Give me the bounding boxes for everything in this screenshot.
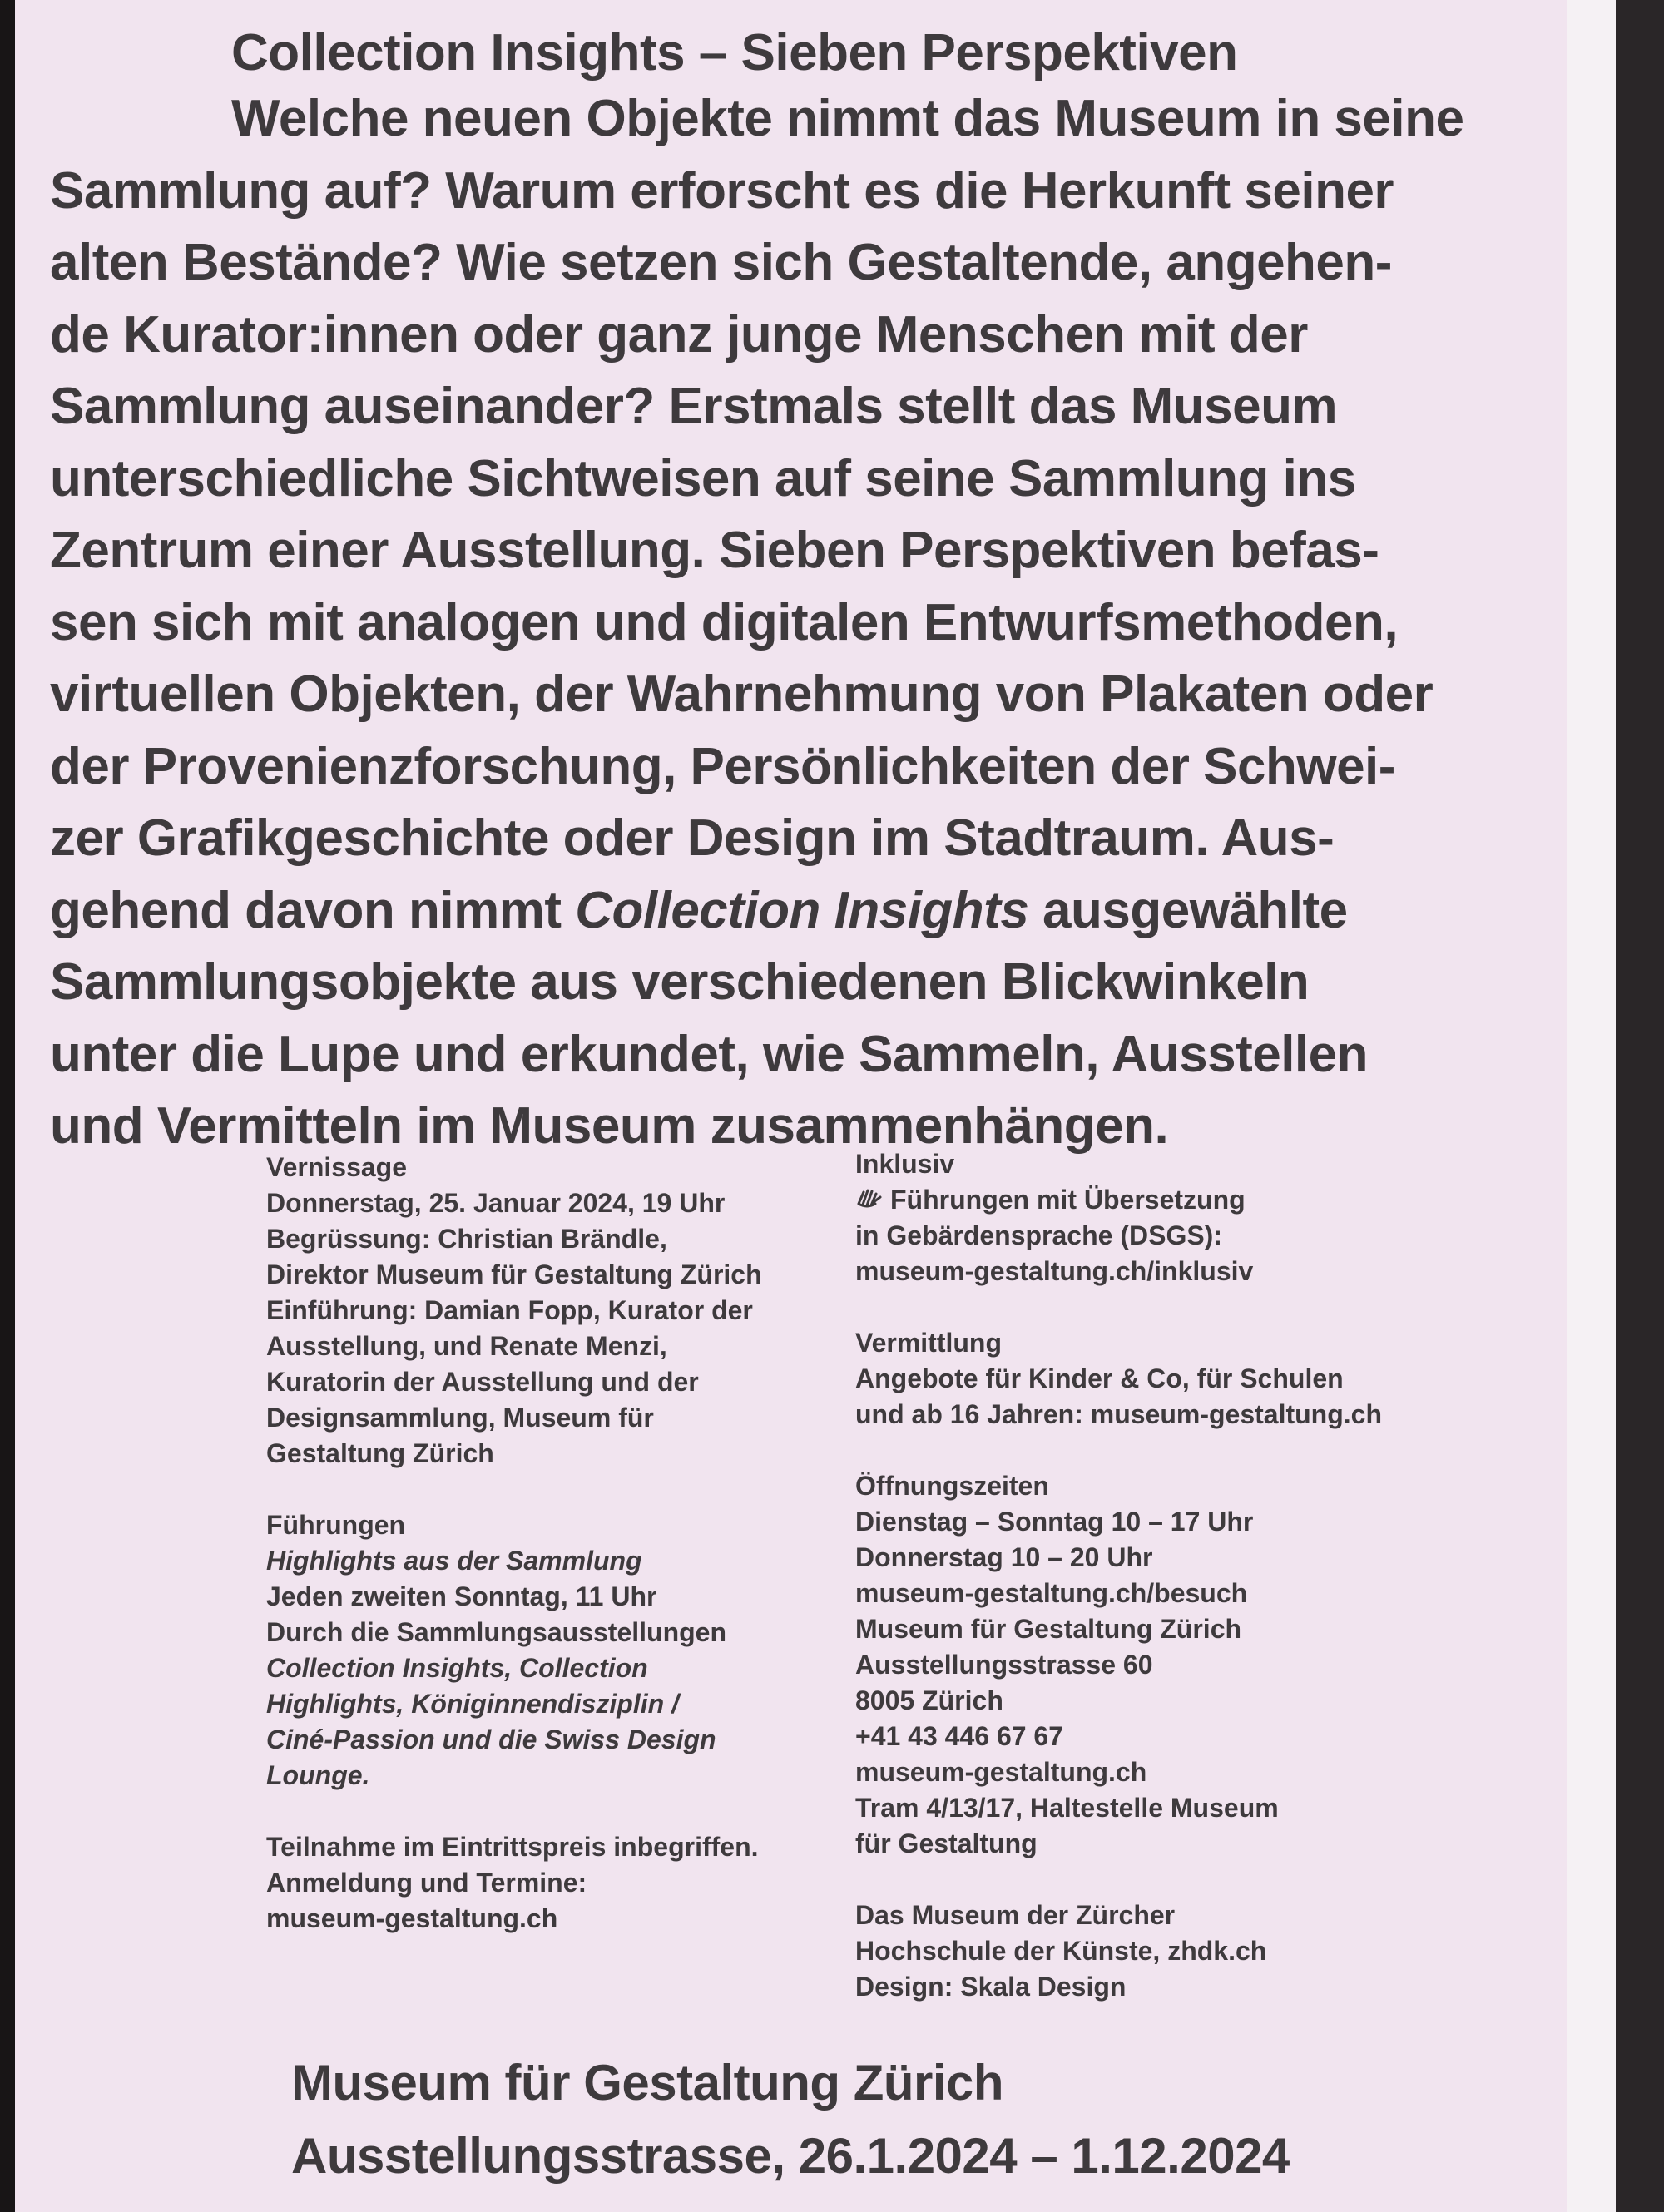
vernissage-section [266, 1150, 762, 1472]
fuehrungen-line: Highlights aus der Sammlung [266, 1546, 642, 1576]
vernissage-line: Donnerstag, 25. Januar 2024, 19 Uhr [266, 1188, 726, 1218]
info-column-right [855, 1146, 1382, 2041]
footer [291, 2046, 1290, 2193]
vernissage-line: Direktor Museum für Gestaltung Zürich [266, 1259, 762, 1289]
fuehrungen-line: Jeden zweiten Sonntag, 11 Uhr [266, 1581, 657, 1611]
fuehrungen-line: Highlights, Königinnendisziplin / [266, 1689, 679, 1719]
address-line: Museum für Gestaltung Zürich [855, 1614, 1242, 1644]
intro-line: der Provenienzforschung, Persönlichkeiten der Schwei- [50, 737, 1395, 795]
vermittlung-section [855, 1325, 1382, 1433]
vernissage-line: Begrüssung: Christian Brändle, [266, 1224, 667, 1254]
fuehrungen-line: Ciné-Passion und die Swiss Design [266, 1725, 716, 1754]
card-edge-right [1567, 0, 1616, 2212]
hours-line: Dienstag – Sonntag 10 – 17 Uhr [855, 1507, 1254, 1537]
intro-line: virtuellen Objekten, der Wahrnehmung von Plakaten oder [50, 666, 1434, 723]
intro-line: gehend davon nimmt Collection Insights ausgewählte [50, 881, 1348, 939]
intro-line: Zentrum einer Ausstellung. Sieben Perspektiven befas- [50, 522, 1379, 579]
fuehrungen-line: Collection Insights, Collection [266, 1653, 648, 1683]
inklusiv-line: in Gebärdensprache (DSGS): [855, 1220, 1222, 1250]
intro-line: unter die Lupe und erkundet, wie Sammeln, Ausstellen [50, 1025, 1369, 1083]
intro-line: Welche neuen Objekte nimmt das Museum in seine [231, 90, 1464, 147]
credits-line: Das Museum der Zürcher [855, 1900, 1176, 1930]
fuehrungen-section [266, 1507, 762, 1794]
flyer-card [15, 0, 1616, 2212]
inklusiv-section [855, 1146, 1382, 1289]
intro-line: Sammlung auseinander? Erstmals stellt das Museum [50, 378, 1338, 435]
intro-line: de Kurator:innen oder ganz junge Menschen mit der [50, 305, 1308, 364]
section-heading: Inklusiv [855, 1149, 955, 1179]
credits-line: Hochschule der Künste, zhdk.ch [855, 1936, 1267, 1966]
intro-paragraph [50, 83, 1606, 1163]
section-heading: Führungen [266, 1510, 406, 1540]
fuehrungen-line: Lounge. [266, 1760, 370, 1790]
teilnahme-line: Teilnahme im Eintrittspreis inbegriffen. [266, 1832, 759, 1862]
vernissage-line: Gestaltung Zürich [266, 1438, 494, 1468]
teilnahme-link: museum-gestaltung.ch [266, 1903, 558, 1933]
vermittlung-line: Angebote für Kinder & Co, für Schulen [855, 1363, 1344, 1393]
inklusiv-link: museum-gestaltung.ch/inklusiv [855, 1256, 1254, 1286]
vernissage-line: Ausstellung, und Renate Menzi, [266, 1331, 667, 1361]
footer-address-dates: Ausstellungsstrasse, 26.1.2024 – 1.12.2024 [291, 2128, 1290, 2184]
fuehrungen-line: Durch die Sammlungsausstellungen [266, 1617, 726, 1647]
footer-museum-name: Museum für Gestaltung Zürich [291, 2055, 1004, 2111]
intro-line: Sammlung auf? Warum erforscht es die Herkunft seiner [50, 161, 1394, 220]
section-heading: Vernissage [266, 1152, 407, 1182]
intro-line: Sammlungsobjekte aus verschiedenen Blickwinkeln [50, 953, 1310, 1011]
phone-line: +41 43 446 67 67 [855, 1721, 1064, 1751]
teilnahme-line: Anmeldung und Termine: [266, 1868, 587, 1898]
page-title: Collection Insights – Sieben Perspektiven [231, 24, 1238, 82]
info-column-left [266, 1150, 762, 1972]
background-edge-left [0, 0, 15, 2212]
intro-line: alten Bestände? Wie setzen sich Gestaltende, angehen- [50, 234, 1392, 291]
inklusiv-text: Führungen mit Übersetzung [890, 1185, 1246, 1215]
credits-line: Design: Skala Design [855, 1972, 1127, 2002]
transit-line: für Gestaltung [855, 1828, 1038, 1858]
hours-line: Donnerstag 10 – 20 Uhr [855, 1542, 1153, 1572]
vernissage-line: Einführung: Damian Fopp, Kurator der [266, 1295, 753, 1325]
inklusiv-line [855, 1182, 1382, 1218]
intro-line: unterschiedliche Sichtweisen auf seine Sammlung ins [50, 449, 1356, 507]
oeffnungszeiten-section [855, 1468, 1382, 1862]
section-heading: Vermittlung [855, 1328, 1003, 1358]
intro-line: und Vermitteln im Museum zusammenhängen. [50, 1097, 1169, 1155]
transit-line: Tram 4/13/17, Haltestelle Museum [855, 1793, 1279, 1823]
address-line: 8005 Zürich [855, 1685, 1003, 1715]
section-heading: Öffnungszeiten [855, 1471, 1049, 1501]
sign-language-hand-icon [855, 1182, 884, 1218]
credits-section [855, 1898, 1382, 2005]
intro-line: zer Grafikgeschichte oder Design im Stadtraum. Aus- [50, 809, 1335, 867]
teilnahme-section [266, 1829, 762, 1937]
intro-line: sen sich mit analogen und digitalen Entwurfsmethoden, [50, 593, 1399, 651]
website-link: museum-gestaltung.ch [855, 1757, 1147, 1787]
visit-link: museum-gestaltung.ch/besuch [855, 1578, 1248, 1608]
address-line: Ausstellungsstrasse 60 [855, 1650, 1153, 1680]
vernissage-line: Kuratorin der Ausstellung und der [266, 1367, 699, 1397]
vermittlung-line: und ab 16 Jahren: museum-gestaltung.ch [855, 1399, 1382, 1429]
vernissage-line: Designsammlung, Museum für [266, 1403, 654, 1433]
